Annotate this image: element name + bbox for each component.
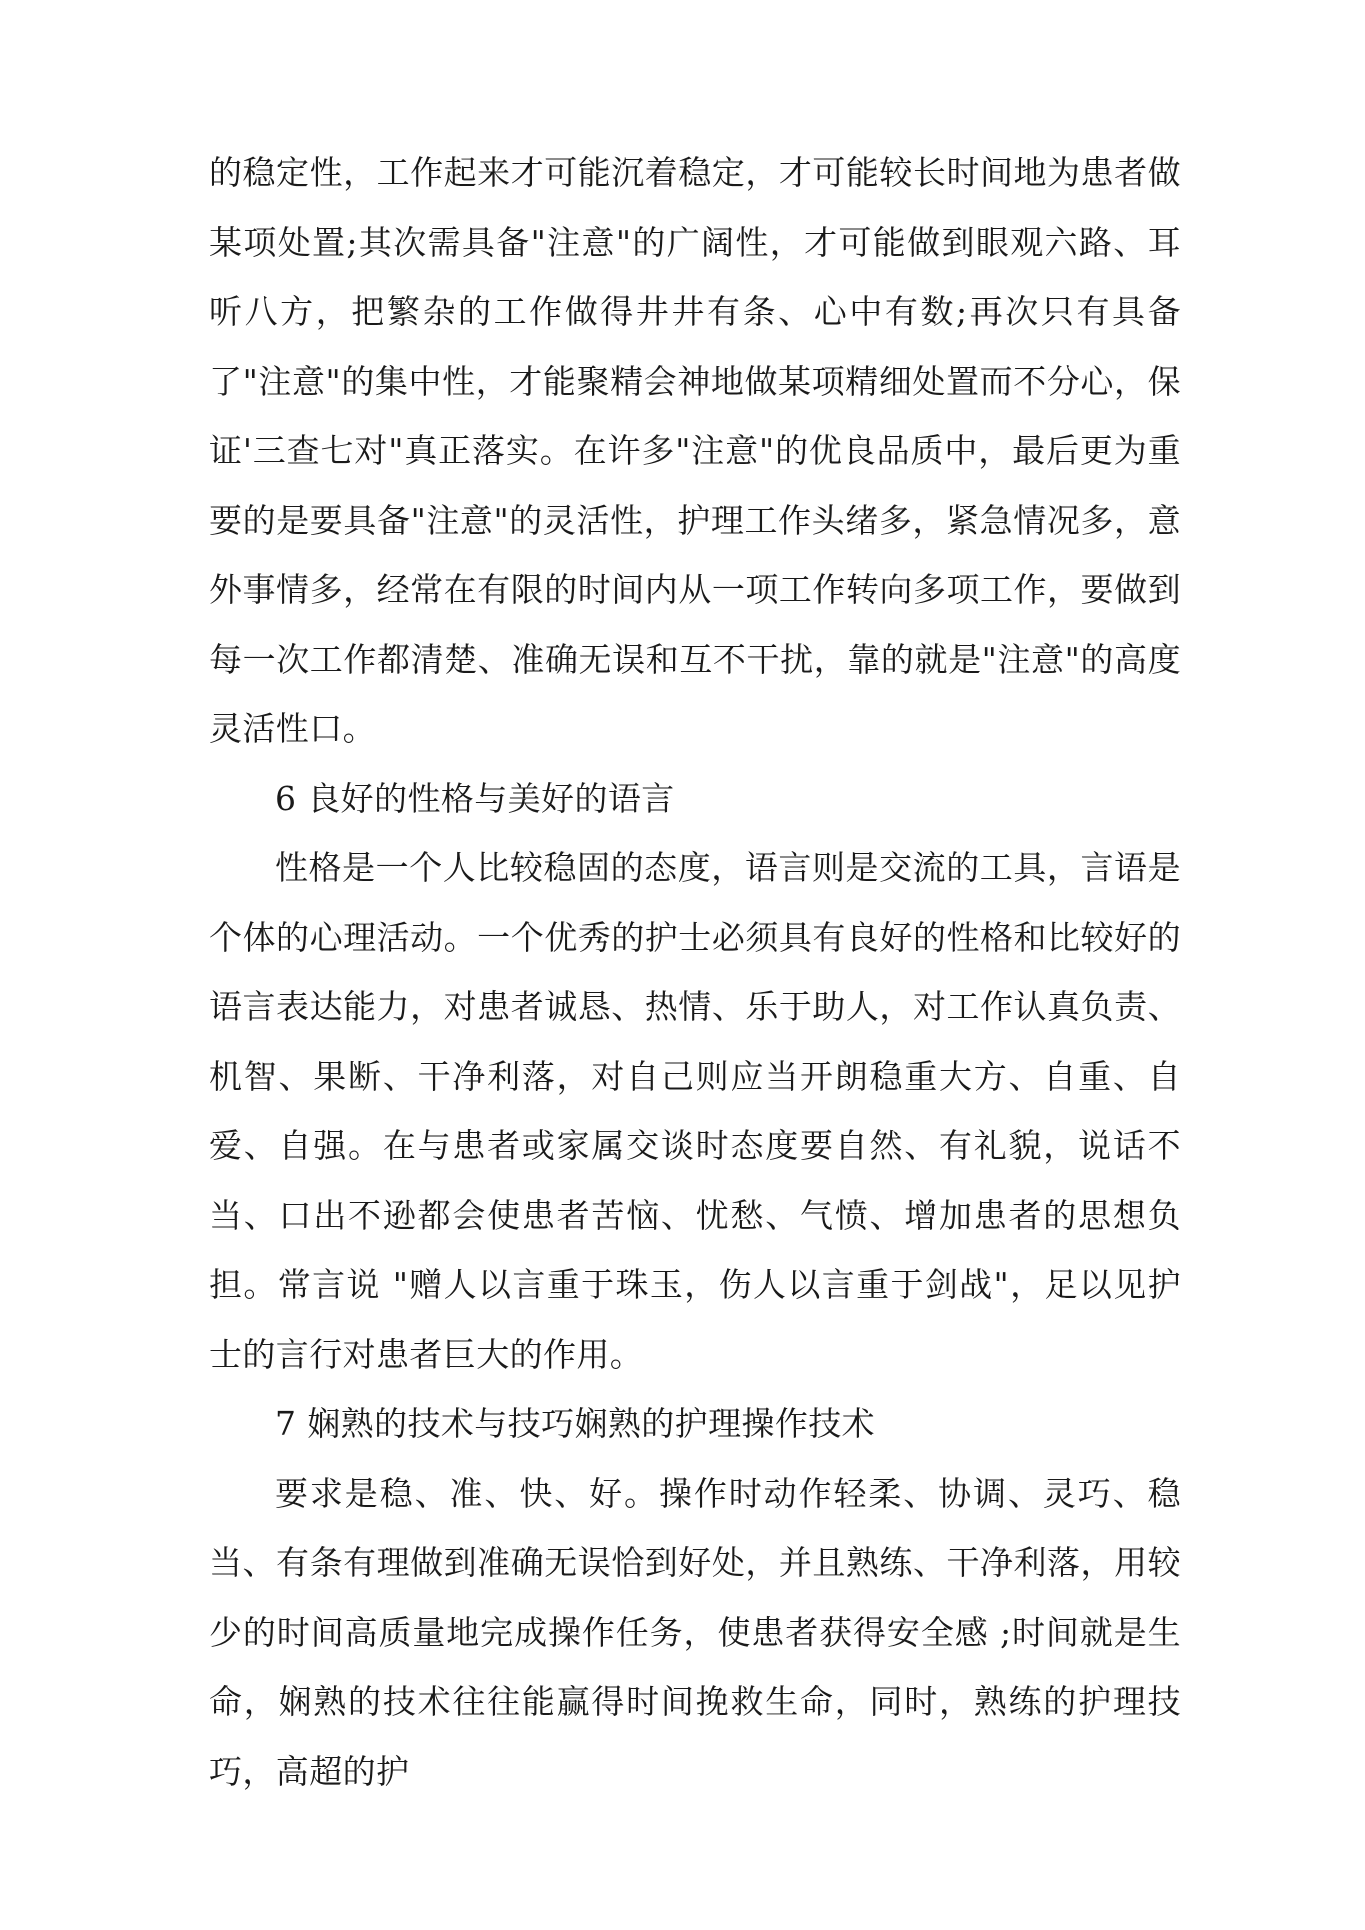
- section-heading-7: 7 娴熟的技术与技巧娴熟的护理操作技术: [275, 1404, 876, 1443]
- section-heading-6: 6 良好的性格与美好的语言: [275, 778, 675, 818]
- paragraph-character-language: 性格是一个人比较稳固的态度，语言则是交流的工具，言语是个体的心理活动。一个优秀的护士必须具有良好的性格和比较好的语言表达能力，对患者诚恳、热情、乐于助人，对工作认真负责、机智、果断、干净利落，对自己则应当开朗稳重大方、自重、自爱、自强。在与患者或家属交谈时态度要自然、有礼貌，说话不当、口出不逊都会使患者苦恼、忧愁、气愤、增加患者的思想负担。常言说 "赠人以言重于珠玉，伤人以言重于剑战"，足以见护士的言行对患者巨大的作用。: [209, 848, 1181, 1374]
- paragraph-attention-qualities: 的稳定性，工作起来才可能沉着稳定，才可能较长时间地为患者做某项处置;其次需具备"注意"的广阔性，才可能做到眼观六路、耳听八方，把繁杂的工作做得井井有条、心中有数;再次只有具备了"注意"的集中性，才能聚精会神地做某项精细处置而不分心，保证'三查七对"真正落实。在许多"注意"的优良品质中，最后更为重要的是要具备"注意"的灵活性，护理工作头绪多，紧急情况多，意外事情多，经常在有限的时间内从一项工作转向多项工作，要做到每一次工作都清楚、准确无误和互不干扰，靠的就是"注意"的高度灵活性口。: [209, 153, 1181, 748]
- paragraph-skills: 要求是稳、准、快、好。操作时动作轻柔、协调、灵巧、稳当、有条有理做到准确无误恰到好处，并且熟练、干净利落，用较少的时间高质量地完成操作任务，使患者获得安全感 ;时间就是生命，娴熟的技术往往能赢得时间挽救生命，同时，熟练的护理技巧，高超的护: [209, 1473, 1181, 1791]
- document-body: [209, 138, 1181, 1806]
